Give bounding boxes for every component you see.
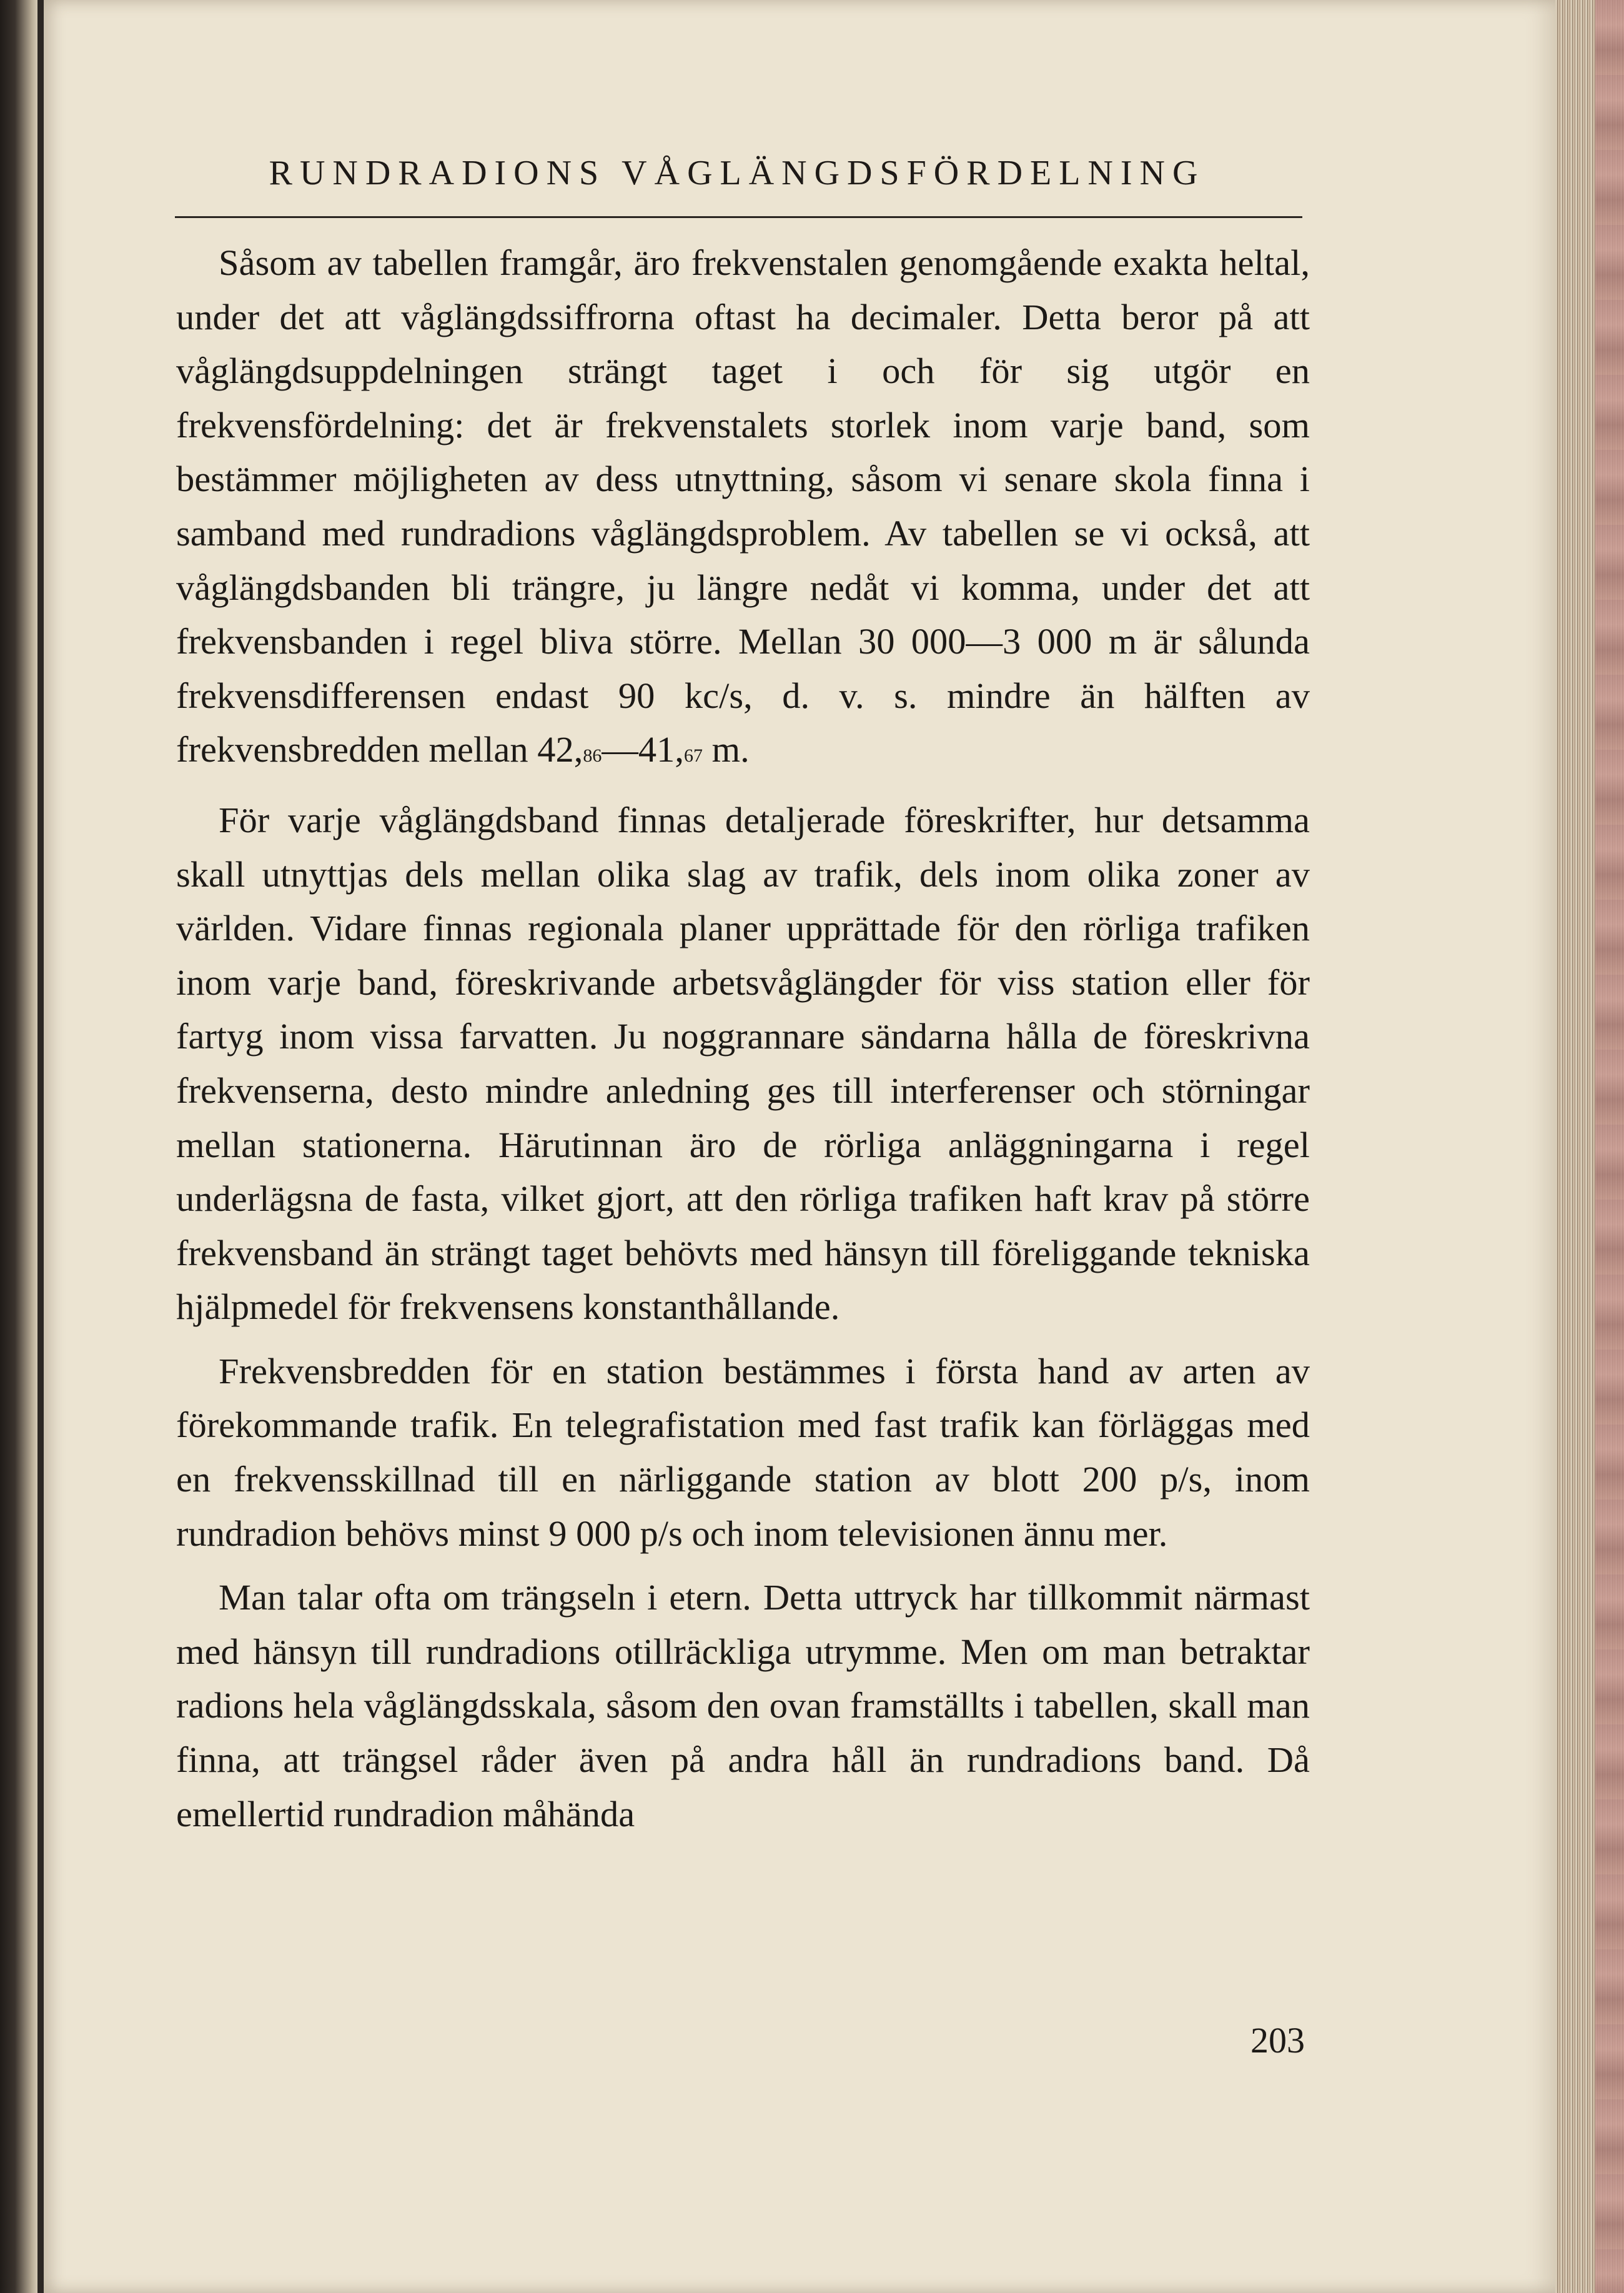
range-end-int: 41, (638, 729, 685, 770)
page-number: 203 (1250, 2020, 1305, 2061)
wavelength-range (537, 729, 750, 770)
body-text (176, 236, 1310, 1841)
range-start-int: 42, (537, 729, 583, 770)
book-spine-shadow (0, 0, 37, 2293)
header-rule (175, 216, 1302, 218)
paragraph: Frekvensbredden för en station bestämmes i första hand av arten av förekommande trafik. En telegrafistation med fast trafik kan förläggas med en frekvensskillnad till en närliggande station av blott 200 p/s, inom rundradion behövs minst 9 000 p/s och inom televisionen ännu mer. (176, 1350, 1310, 1554)
paragraph: För varje våglängdsband finnas detaljerade föreskrifter, hur detsamma skall utnyttjas dels mellan olika slag av trafik, dels inom olika zoner av världen. Vidare finnas regionala planer upprättade för den rörliga trafiken inom varje band, föreskrivande arbetsvåglängder för viss station eller för fartyg inom vissa farvatten. Ju noggrannare sändarna hålla de föreskrivna frekvenserna, desto mindre anledning ges till interferenser och störningar mellan stationerna. Härutinnan äro de rörliga anläggningarna i regel underlägsna de fasta, vilket gjort, att den rörliga trafiken haft krav på större frekvensband än strängt taget behövts med hänsyn till föreliggande tekniska hjälpmedel för frekvensens konstanthållande. (176, 799, 1310, 1328)
paragraph: Man talar ofta om trängseln i etern. Detta uttryck har tillkommit närmast med hänsyn till rundradions otillräckliga utrymme. Men om man betraktar radions hela våglängdsskala, såsom den ovan framställts i tabellen, skall man finna, att trängsel råder även på andra håll än rundradions band. Då emellertid rundradion måhända (176, 1577, 1310, 1834)
range-unit: m. (703, 729, 750, 770)
running-head: RUNDRADIONS VÅGLÄNGDSFÖRDELNING (269, 154, 1206, 192)
range-dash: — (602, 729, 638, 770)
range-start-decimal: 86 (583, 745, 602, 767)
range-end-decimal: 67 (684, 745, 703, 767)
paragraph-text: Såsom av tabellen framgår, äro frekvenstalen genomgående exakta heltal, under det att våglängdssiffrorna oftast ha decimaler. Detta beror på att våglängdsuppdelningen strängt taget i och för sig utgör en frekvensfördelning: det är frekvenstalets storlek inom varje band, som bestämmer möjligheten av dess utnyttning, såsom vi senare skola finna i samband med rundradions våglängdsproblem. Av tabellen se vi också, att våglängdsbanden bli trängre, ju längre nedåt vi komma, under det att frekvensbanden i regel bliva större. Mellan 30 000—3 000 m är sålunda frekvensdifferensen endast 90 kc/s, d. v. s. mindre än hälften av frekvensbredden mellan (176, 242, 1310, 770)
paragraph (176, 236, 1310, 783)
page-edges (1555, 0, 1624, 2293)
